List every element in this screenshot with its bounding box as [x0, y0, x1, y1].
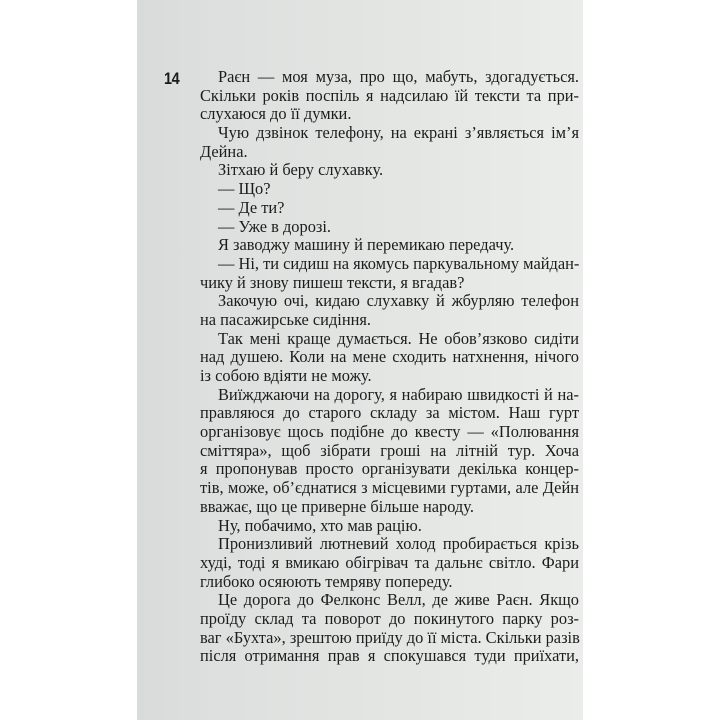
- text-line: слухаюся до її думки.: [200, 104, 352, 124]
- text-line: Чую дзвінок телефону, на екрані з’являється ім’я: [218, 123, 579, 143]
- book-page: [137, 0, 583, 720]
- text-line: Так мені краще думається. Не обов’язково сидіти: [218, 328, 579, 348]
- text-line: чику й знову пишеш тексти, я вгадав?: [200, 272, 465, 292]
- text-line: Ну, побачимо, хто мав рацію.: [218, 515, 422, 535]
- text-line: Я заводжу машину й перемикаю передачу.: [218, 235, 515, 255]
- text-line: Це дорога до Фелконс Велл, де живе Раєн. Якщо: [218, 590, 579, 610]
- text-line: Закочую очі, кидаю слухавку й жбурляю телефон: [218, 291, 579, 311]
- text-line: — Уже в дорозі.: [218, 216, 332, 236]
- text-line: глибоко осяюють темряву попереду.: [200, 571, 453, 591]
- text-line: тів, може, об’єднатися з місцевими гуртами, але Дейн: [200, 478, 579, 498]
- text-line: на пасажирське сидіння.: [200, 309, 372, 329]
- text-line: Дейна.: [200, 141, 248, 161]
- text-line: Раєн — моя муза, про що, мабуть, здогадується.: [218, 67, 579, 86]
- text-line: Виїжджаючи на дорогу, я набираю швидкості й на-: [218, 384, 579, 404]
- page-number: 14: [164, 69, 180, 88]
- text-line: вважає, що це приверне більше народу.: [200, 496, 474, 516]
- text-line: — Ні, ти сидиш на якомусь паркувальному майдан-: [218, 253, 580, 273]
- text-line: ваг «Бухта», зрештою приїду до її міста. Скільки разів: [200, 627, 580, 647]
- text-line: — Що?: [218, 179, 271, 199]
- text-line: правляюся до старого складу за містом. Наш гурт: [200, 403, 579, 423]
- text-line: організовує щось подібне до квесту — «Полювання: [200, 422, 579, 442]
- text-line: я пропонував просто організувати декілька концер-: [200, 459, 579, 479]
- text-line: Скільки років поспіль я надсилаю їй тексти та при-: [200, 85, 579, 105]
- text-line: сміттяра», щоб зібрати гроші на літній тур. Хоча: [200, 440, 579, 460]
- text-line: над душею. Коли на мене сходить натхнення, нічого: [200, 347, 579, 367]
- text-line: Зітхаю й беру слухавку.: [218, 160, 384, 180]
- text-line: — Де ти?: [218, 197, 285, 217]
- text-line: проїду склад та поворот до покинутого парку роз-: [200, 608, 579, 628]
- body-text: [200, 68, 579, 666]
- text-line: худі, тоді я вмикаю обігрівач та дальнє світло. Фари: [200, 552, 579, 572]
- text-line: після отримання прав я спокушався туди приїхати,: [200, 646, 579, 666]
- text-line: із собою вдіяти не можу.: [200, 366, 372, 385]
- text-line: Пронизливий лютневий холод пробирається крізь: [218, 534, 579, 554]
